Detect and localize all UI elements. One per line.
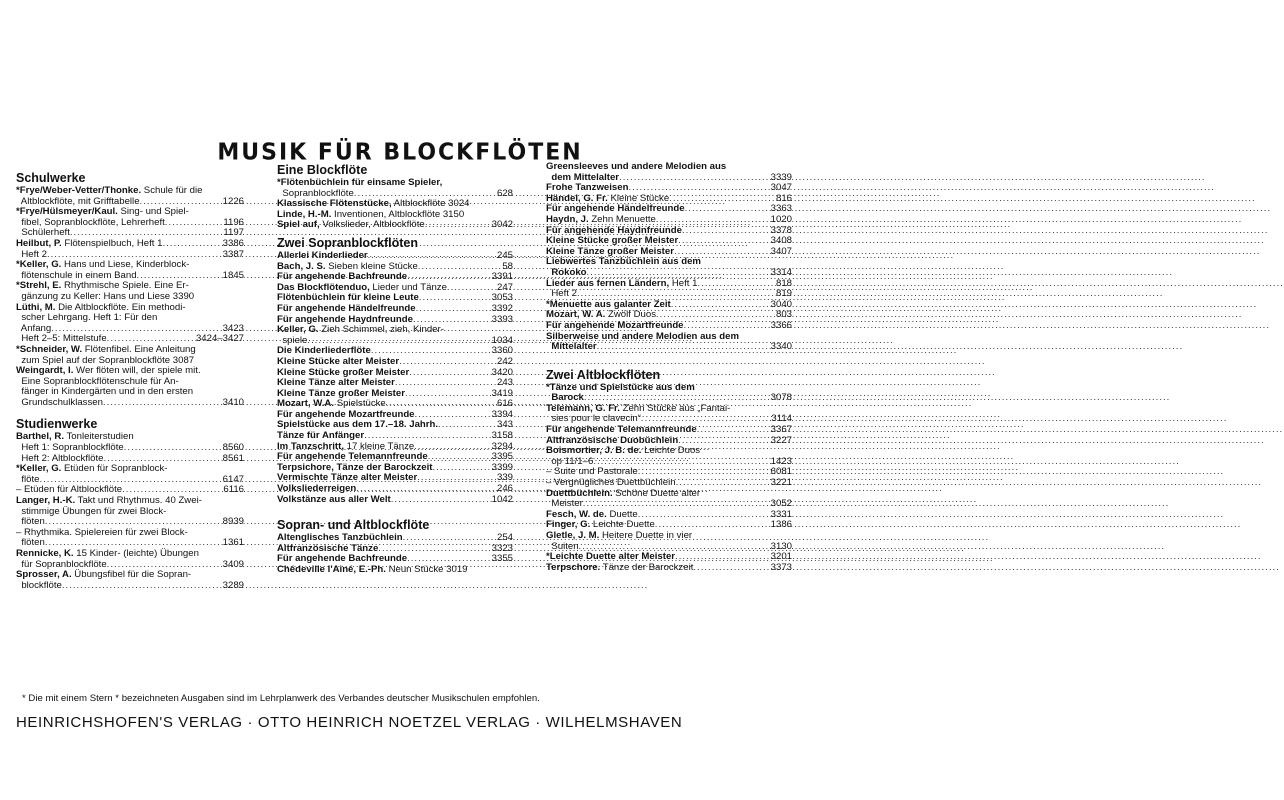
entry-title	[16, 581, 62, 592]
edition-number: 3367	[770, 424, 792, 436]
section-heading: Studienwerke	[16, 417, 98, 432]
entry-author: Im Tanzschritt,	[277, 440, 344, 452]
edition-number: 803	[775, 309, 792, 321]
edition-number: 3289	[222, 579, 244, 591]
entry-text: sies pour le clavecin“	[546, 413, 641, 425]
edition-number: 3158	[491, 430, 513, 442]
entry-text: Etüden für Sopranblock-	[61, 463, 168, 475]
entry-title	[16, 398, 103, 409]
entry-author: Für angehende Händelfreunde	[546, 203, 685, 215]
leader-dots	[693, 563, 768, 574]
entry-author: Duettbüchlein.	[546, 487, 613, 499]
edition-number: 6081	[770, 466, 792, 478]
entry-text: Schöne Duette alter	[612, 487, 701, 499]
entry-text: Zwölf Duos	[605, 309, 656, 321]
entry-text: Sopranblockflöte	[277, 187, 354, 199]
entry-author: Kleine Stücke großer Meister	[277, 366, 410, 378]
edition-number: 3394	[491, 408, 513, 420]
section-heading: Sopran- und Altblockflöte	[277, 518, 430, 533]
entry-author: Mittelalter	[546, 341, 597, 353]
edition-number: 3373	[770, 561, 792, 573]
catalog-section	[277, 235, 513, 505]
entry-author: Kleine Stücke alter Meister	[277, 355, 400, 367]
edition-number: 3395	[491, 451, 513, 463]
edition-number: 628	[496, 187, 513, 199]
leader-dots	[597, 342, 769, 353]
entry-text: flötenschule in einem Band	[16, 269, 137, 281]
entry-text: Inventionen, Altblockflöte 3150	[331, 208, 465, 220]
entry-text: Heft 2	[16, 248, 47, 260]
entry-text: Übungsfibel für die Sopran-	[71, 569, 192, 581]
entry-author: Chédeville l'Ainé, E.-Ph.	[277, 564, 386, 575]
footnote: * Die mit einem Stern * bezeichneten Ausgaben sind im Lehrplanwerk des Verbandes deutscher Musikschulen empfohlen.	[22, 693, 540, 704]
entry-text: Schule für die	[141, 185, 203, 196]
entry-text: stimmige Übungen für zwei Block-	[16, 505, 167, 517]
entry-author: Für angehende Mozartfreunde	[277, 408, 415, 420]
entry-author: Flötenbüchlein für kleine Leute	[277, 292, 419, 304]
edition-number: 58	[502, 260, 513, 272]
entry-author: *Frye/Weber-Vetter/Thonke.	[16, 185, 142, 196]
edition-number: 8939	[222, 516, 244, 528]
entry-text: Zehn Stücke aus „Fantai-	[619, 402, 731, 414]
entry-author: Vermischte Tänze alter Meister	[277, 472, 418, 484]
entry-text: Flötenspielbuch, Heft 1	[61, 237, 163, 249]
entry-title	[546, 342, 597, 353]
entry-text: op 11/1–6	[546, 455, 594, 467]
entry-text: Heft 1: Sopranblockflöte	[16, 442, 124, 454]
leader-dots	[425, 220, 490, 231]
edition-number: 3391	[491, 271, 513, 283]
entry-author: *Schneider, W.	[16, 343, 83, 355]
catalog-entry	[546, 563, 792, 574]
edition-number: 3355	[491, 553, 513, 565]
edition-number: 3392	[491, 302, 513, 314]
edition-number: 3052	[770, 498, 792, 510]
entry-text: Grundschulklassen	[16, 396, 103, 408]
entry-text: Lieder und Tänze	[369, 281, 447, 293]
entry-text: fibel, Sopranblockflöte, Lehrerheft	[16, 216, 165, 228]
entry-text: zum Spiel auf der Sopranblockflöte 3087	[16, 354, 195, 366]
publisher-line: HEINRICHSHOFEN'S VERLAG · OTTO HEINRICH NOETZEL VERLAG · WILHELMSHAVEN	[16, 714, 683, 731]
edition-number: 818	[775, 277, 792, 289]
entry-author: Greensleeves und andere Melodien aus	[546, 161, 727, 172]
edition-number: 819	[775, 288, 792, 300]
catalog-entry	[16, 581, 244, 592]
edition-number: 3323	[491, 542, 513, 554]
entry-author: Volksliederreigen	[277, 483, 357, 495]
edition-number: 1020	[770, 213, 792, 225]
entry-author: Telemann, G. Fr.	[546, 402, 620, 414]
entry-author: *Strehl, E.	[16, 280, 62, 292]
page-title: MUSIK FÜR BLOCKFLÖTEN	[217, 139, 583, 166]
edition-number: 3386	[222, 237, 244, 249]
entry-author: Frohe Tanzweisen	[546, 182, 629, 194]
entry-author: Gletle, J. M.	[546, 530, 600, 541]
edition-number: 254	[496, 532, 513, 544]
edition-number: 3410	[222, 396, 244, 408]
entry-author: Heilbut, P.	[16, 237, 62, 249]
entry-text: Hans und Liese, Kinderblock-	[61, 259, 190, 271]
edition-number: 245	[496, 249, 513, 261]
catalog-entry	[277, 495, 513, 506]
catalog-section	[277, 162, 513, 231]
entry-author: Liebwertes Tanzbüchlein aus dem	[546, 256, 701, 268]
leader-dots	[391, 495, 490, 506]
edition-number: 343	[496, 419, 513, 431]
entry-author: Rennicke, K.	[16, 548, 74, 559]
edition-number: 8560	[222, 442, 244, 454]
entry-author: Spiel auf,	[277, 219, 320, 231]
edition-number: 3130	[770, 540, 792, 552]
entry-author: Altfranzösische Tänze	[277, 542, 379, 554]
entry-text: Sieben kleine Stücke	[325, 260, 418, 272]
leader-dots	[416, 304, 490, 315]
entry-text: Suiten	[546, 540, 579, 552]
entry-author: Boismortier, J. B. de.	[546, 445, 642, 457]
entry-text: Neun Stücke 3019	[385, 564, 468, 575]
entry-text: – Suite und Pastorale	[546, 466, 638, 478]
entry-text: Altblockflöte 3024	[391, 198, 470, 210]
entry-text: Heitere Duette in vier	[599, 530, 693, 541]
entry-author: Finger, G.	[546, 519, 591, 531]
entry-author: *Leichte Duette alter Meister	[546, 551, 676, 563]
edition-number: 8561	[222, 452, 244, 464]
entry-author: Für angehende Telemannfreunde	[546, 424, 697, 436]
edition-number: 3378	[770, 224, 792, 236]
entry-text: Tänze der Barockzeit	[600, 561, 694, 573]
entry-author: Die Kinderliederflöte	[277, 345, 371, 357]
entry-text: flöten	[16, 516, 45, 528]
column-2	[277, 162, 513, 576]
entry-title	[277, 495, 391, 506]
edition-number: 247	[496, 281, 513, 293]
section-heading: Zwei Altblockflöten	[546, 367, 661, 382]
entry-author: Altenglisches Tanzbüchlein	[277, 532, 403, 544]
edition-number: 3399	[491, 461, 513, 473]
edition-number: 3040	[770, 298, 792, 310]
edition-number: 3420	[491, 366, 513, 378]
edition-number: 3053	[491, 292, 513, 304]
leader-dots	[103, 398, 221, 409]
entry-author: Haydn, J.	[546, 213, 589, 225]
edition-number: 3363	[770, 203, 792, 215]
entry-author: Mozart, W. A.	[546, 309, 606, 321]
edition-number: 3407	[770, 245, 792, 257]
entry-text: 15 Kinder- (leichte) Übungen	[73, 548, 199, 559]
edition-number: 3340	[770, 341, 792, 353]
entry-title	[277, 220, 425, 231]
entry-author: Altfranzösische Duobüchlein	[546, 434, 679, 446]
entry-author: Für angehende Haydnfreunde	[546, 224, 682, 236]
entry-author: Kleine Tänze großer Meister	[277, 387, 405, 399]
edition-number: 3078	[770, 392, 792, 404]
edition-number: 6116	[223, 484, 244, 496]
edition-number: 1197	[223, 227, 244, 239]
entry-author: Fesch, W. de.	[546, 508, 607, 520]
entry-author: Weingardt, I.	[16, 365, 74, 377]
entry-author: Für angehende Händelfreunde	[277, 302, 416, 314]
entry-author: Sprosser, A.	[16, 569, 72, 581]
entry-text: spiele	[277, 334, 308, 346]
entry-text: Spielstücke	[334, 398, 386, 410]
entry-text: Meister	[546, 498, 583, 510]
edition-number: 3387	[222, 248, 244, 260]
edition-number: 1226	[222, 195, 244, 207]
catalog-section	[546, 367, 792, 574]
catalog-entry	[277, 565, 513, 576]
entry-text: Kleine Stücke	[607, 192, 670, 204]
edition-number: 6147	[222, 473, 244, 485]
entry-text: Schülerheft	[16, 227, 70, 239]
edition-number: 246	[496, 483, 513, 495]
edition-number: 3409	[222, 558, 244, 570]
edition-number: 3294	[491, 440, 513, 452]
entry-text: Leichte Duos	[641, 445, 701, 457]
section-heading: Eine Blockflöte	[277, 163, 368, 177]
edition-number: 242	[496, 355, 513, 367]
entry-author: Barock	[546, 392, 584, 404]
entry-text: – Etüden für Altblockflöte	[16, 484, 123, 496]
entry-author: *Frye/Hülsmeyer/Kaul.	[16, 206, 118, 218]
leader-dots	[399, 357, 495, 368]
edition-number: 1042	[491, 493, 513, 505]
edition-number: 1196	[223, 216, 244, 228]
entry-author: Tänze für Anfänger	[277, 430, 365, 442]
edition-number: 3424–3427	[195, 333, 244, 345]
edition-number: 3366	[770, 319, 792, 331]
section-heading: Schulwerke	[16, 171, 86, 185]
edition-number: 243	[496, 377, 513, 389]
catalog-entry	[16, 398, 244, 409]
entry-author: Das Blockflötenduo,	[277, 281, 370, 293]
entry-author: Allerlei Kinderlieder	[277, 249, 368, 261]
entry-text: Heft 1	[669, 277, 698, 289]
entry-title	[277, 565, 468, 576]
edition-number: 339	[496, 472, 513, 484]
edition-number: 3047	[770, 182, 792, 194]
edition-number: 3221	[770, 477, 792, 489]
entry-text: scher Lehrgang. Heft 1: Für den	[16, 312, 158, 324]
edition-number: 3419	[491, 387, 513, 399]
entry-text: – Vergnügliches Duettbüchlein	[546, 477, 676, 489]
entry-text: Tonleiterstudien	[63, 431, 134, 443]
leader-dots	[62, 581, 221, 592]
catalog-section	[277, 517, 513, 575]
catalog-entry	[546, 342, 792, 353]
edition-number: 1845	[222, 269, 244, 281]
edition-number: 3360	[491, 345, 513, 357]
entry-author: Kleine Tänze großer Meister	[546, 245, 674, 257]
edition-number: 3227	[770, 434, 792, 446]
entry-title	[546, 563, 693, 574]
entry-text: blockflöte	[16, 579, 62, 591]
entry-text: flöten	[16, 537, 45, 549]
edition-number: 3314	[770, 266, 792, 278]
entry-author: Für angehende Bachfreunde	[277, 271, 408, 283]
entry-author: Keller, G.	[277, 324, 319, 336]
entry-author: Kleine Stücke großer Meister	[546, 235, 679, 247]
entry-text: Sing- und Spiel-	[117, 206, 189, 218]
entry-text: Takt und Rhythmus. 40 Zwei-	[75, 495, 202, 507]
catalog-section	[16, 416, 244, 591]
entry-author: *Menuette aus galanter Zeit	[546, 298, 671, 310]
catalog-section	[546, 162, 792, 353]
entry-text: Leichte Duette	[590, 519, 655, 531]
edition-number: 1423	[770, 455, 792, 467]
entry-text: 17 kleine Tänze	[344, 440, 415, 452]
entry-text: flöte	[16, 473, 40, 485]
entry-author: *Tänze und Spielstücke aus dem	[546, 381, 695, 393]
entry-text: für Sopranblockflöte	[16, 558, 107, 570]
catalog-entry	[546, 531, 792, 542]
entry-text: Anfang	[16, 322, 52, 334]
section-heading: Zwei Sopranblockflöten	[277, 235, 418, 250]
entry-text: fänger in Kindergärten und in den ersten	[16, 386, 194, 398]
entry-text: Volkslieder, Altblockflöte	[319, 219, 425, 231]
entry-author: Lüthi, M.	[16, 301, 56, 313]
edition-number: 816	[775, 192, 792, 204]
edition-number: 3331	[770, 508, 792, 520]
edition-number: 3408	[770, 235, 792, 247]
edition-number: 3042	[491, 219, 513, 231]
entry-author: dem Mittelalter	[546, 171, 620, 183]
leader-dots	[162, 239, 220, 250]
entry-author: Für angehende Mozartfreunde	[546, 319, 684, 331]
entry-text: Eine Sopranblockflötenschule für An-	[16, 375, 179, 387]
entry-author: Für angehende Telemannfreunde	[277, 451, 428, 463]
entry-text: Flötenfibel. Eine Anleitung	[82, 343, 196, 355]
entry-author: Rokoko	[546, 266, 587, 278]
entry-text: Rhythmische Spiele. Eine Er-	[61, 280, 189, 292]
entry-author: Klassische Flötenstücke,	[277, 198, 392, 210]
entry-text: Heft 2–5: Mittelstufe	[16, 333, 107, 345]
entry-author: Kleine Tänze alter Meister	[277, 377, 395, 389]
entry-author: *Flötenbüchlein für einsame Spieler,	[277, 177, 443, 188]
entry-author: Silberweise und andere Melodien aus dem	[546, 330, 739, 342]
entry-text: Duette	[606, 508, 638, 520]
edition-number: 1386	[770, 519, 792, 531]
entry-author: Bach, J. S.	[277, 260, 326, 272]
catalog-section	[16, 170, 244, 408]
edition-number: 3201	[770, 551, 792, 563]
column-1	[16, 162, 244, 591]
entry-text: gänzung zu Keller: Hans und Liese 3390	[16, 290, 195, 302]
edition-number: 3393	[491, 313, 513, 325]
entry-author: Terpsichore, Tänze der Barockzeit	[277, 461, 433, 473]
entry-text: Zieh Schimmel, zieh, Kinder-	[318, 324, 444, 336]
entry-author: Linde, H.-M.	[277, 208, 332, 220]
catalog-entry	[16, 239, 244, 250]
edition-number: 3114	[771, 413, 792, 425]
entry-author: Für angehende Haydnfreunde	[277, 313, 413, 325]
entry-text: Zehn Menuette	[588, 213, 656, 225]
catalog-entry	[277, 220, 513, 231]
entry-author: Langer, H.-K.	[16, 495, 76, 507]
entry-author: Spielstücke aus dem 17.–18. Jahrh.	[277, 419, 439, 431]
entry-author: Lieder aus fernen Ländern,	[546, 277, 670, 289]
entry-author: Mozart, W.A.	[277, 398, 335, 410]
entry-author: Barthel, R.	[16, 431, 64, 443]
entry-author: Terpschore.	[546, 561, 601, 573]
column-3	[546, 162, 792, 573]
entry-text: Die Altblockflöte. Ein methodi-	[55, 301, 186, 313]
edition-number: 1361	[222, 537, 244, 549]
entry-author: *Keller, G.	[16, 463, 62, 475]
entry-text: – Rhythmika. Spielereien für zwei Block-	[16, 526, 188, 538]
entry-text: Altblockflöte, mit Grifftabelle	[16, 195, 140, 207]
edition-number: 3423	[222, 322, 244, 334]
entry-text: Wer flöten will, der spiele mit.	[73, 365, 201, 377]
entry-author: Volkstänze aus aller Welt	[277, 493, 391, 505]
entry-author: Für angehende Bachfreunde	[277, 553, 408, 565]
edition-number: 616	[496, 398, 513, 410]
edition-number: 1034	[491, 334, 513, 346]
edition-number: 3339	[770, 171, 792, 183]
entry-text: Heft 2: Altblockflöte	[16, 452, 104, 464]
entry-text: Heft 2	[546, 288, 577, 300]
entry-author: Händel, G. Fr.	[546, 192, 608, 204]
entry-author: *Keller, G.	[16, 259, 62, 271]
